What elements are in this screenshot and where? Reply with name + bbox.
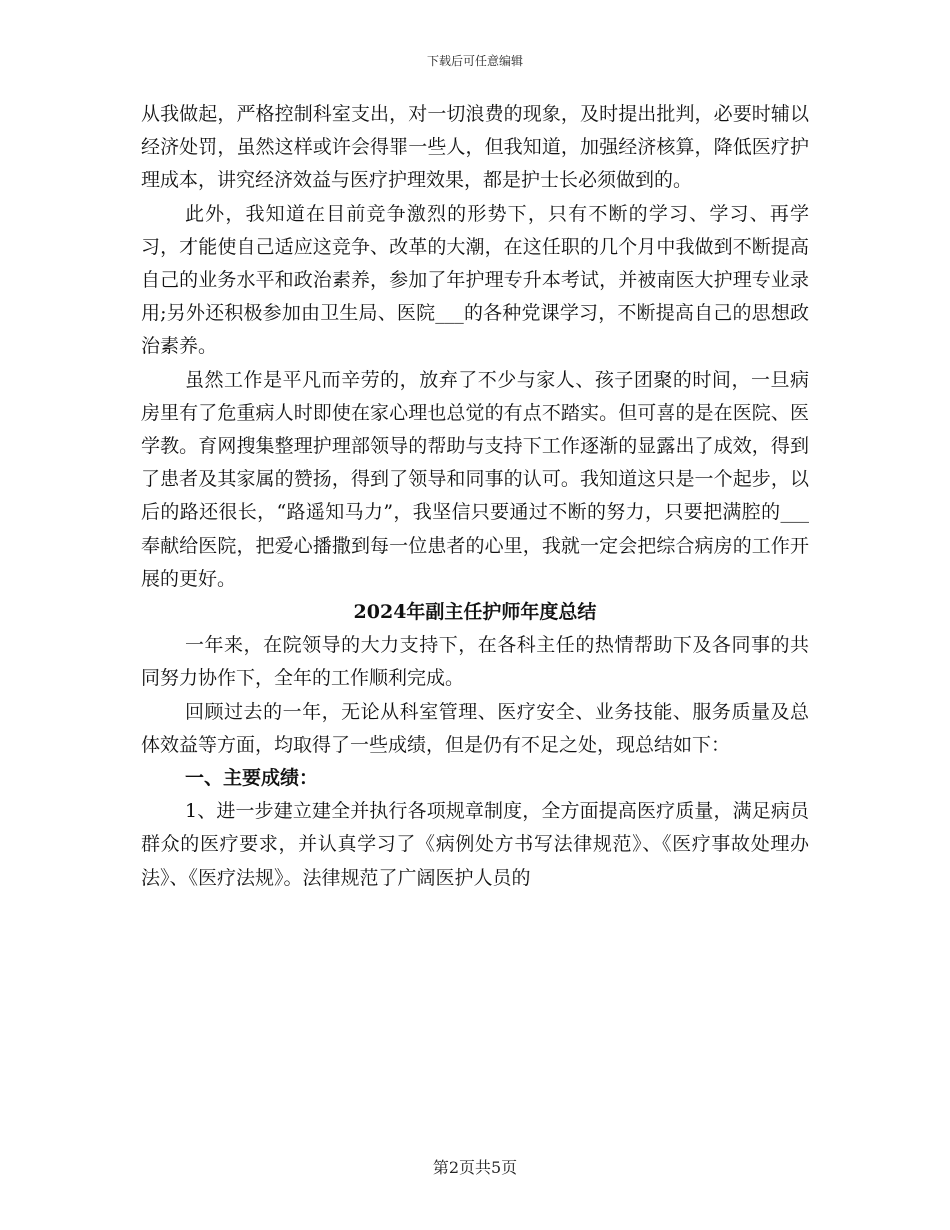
paragraph-expense-control: 从我做起，严格控制科室支出，对一切浪费的现象，及时提出批判，必要时辅以经济处罚，虽然这样或许会得罪一些人，但我知道，加强经济核算，降低医疗护理成本，讲究经济效益与医疗护理效果，都是护士长必须做到的。 <box>141 103 809 192</box>
paragraph-work-reflection: 虽然工作是平凡而辛劳的，放弃了不少与家人、孩子团聚的时间，一旦病房里有了危重病人时即使在家心理也总觉的有点不踏实。但可喜的是在医院、医学教。育网搜集整理护理部领导的帮助与支持下工作逐渐的显露出了成效，得到了患者及其家属的赞扬，得到了领导和同事的认可。我知道这只是一个起步，以后的路还很长，“路遥知马力”，我坚信只要通过不断的努力，只要把满腔的___奉献给医院，把爱心播撒到每一位患者的心里，我就一定会把综合病房的工作开展的更好。 <box>141 368 809 590</box>
paragraph-review: 回顾过去的一年，无论从科室管理、医疗安全、业务技能、服务质量及总体效益等方面，均取得了一些成绩，但是仍有不足之处，现总结如下： <box>141 700 809 756</box>
document-body <box>141 98 809 895</box>
section-title: 2024年副主任护师年度总结 <box>353 601 597 624</box>
paragraph-achievement-1: 1、进一步建立建全并执行各项规章制度，全方面提高医疗质量，满足病员群众的医疗要求，并认真学习了《病例处方书写法律规范》、《医疗事故处理办法》、《医疗法规》。法律规范了广阔医护人员的 <box>141 800 809 889</box>
page-header: 下载后可任意编辑 <box>426 54 523 68</box>
subheading-main-achievements: 一、主要成绩： <box>185 767 319 790</box>
paragraph-year-overview: 一年来，在院领导的大力支持下，在各科主任的热情帮助下及各同事的共同努力协作下，全年的工作顺利完成。 <box>141 634 809 690</box>
page-footer: 第2页共5页 <box>432 1158 518 1177</box>
paragraph-study: 此外，我知道在目前竞争激烈的形势下，只有不断的学习、学习、再学习，才能使自己适应这竞争、改革的大潮，在这任职的几个月中我做到不断提高自己的业务水平和政治素养，参加了年护理专升本考试，并被南医大护理专业录用;另外还积极参加由卫生局、医院___的各种党课学习，不断提高自己的思想政治素养。 <box>141 202 809 358</box>
